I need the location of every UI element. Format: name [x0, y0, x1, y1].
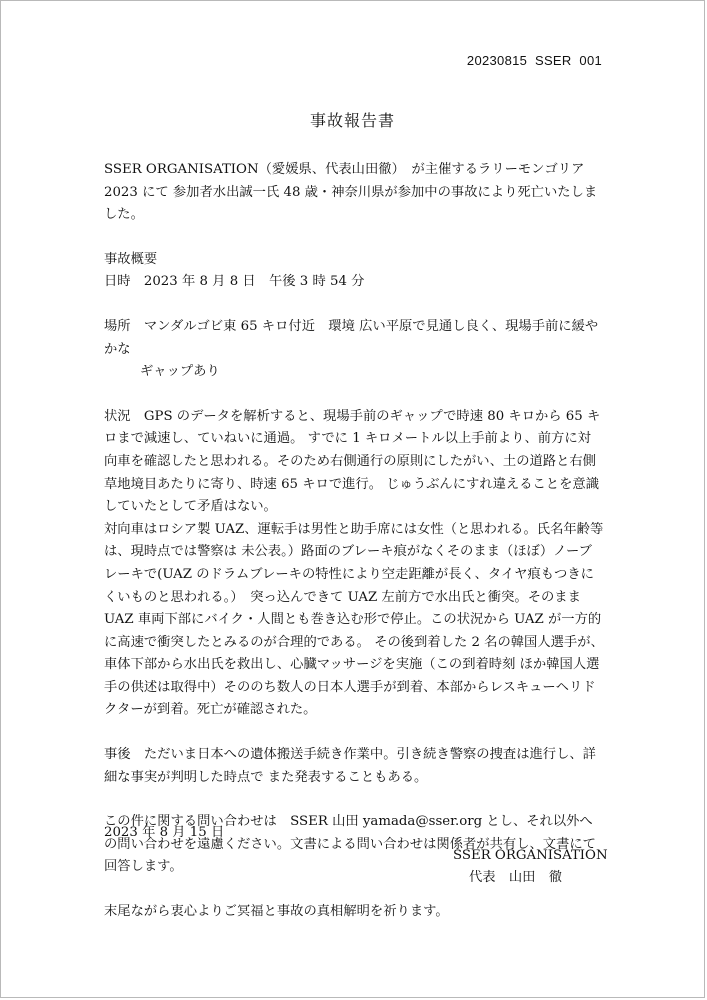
intro-paragraph: SSER ORGANISATION（愛媛県、代表山田徹） が主催するラリーモンゴリア 2023 にて 参加者水出誠一氏 48 歳・神奈川県が参加中の事故により死亡いたしました。: [104, 162, 598, 223]
aftermath-paragraph: 事後 ただいま日本への遺体搬送手続き作業中。引き続き警察の捜査は進行し、詳細な事実が判明した時点で また発表することもある。: [104, 747, 596, 785]
situation-paragraph-continued: 対向車はロシア製 UAZ、運転手は男性と助手席には女性（と思われる。氏名年齢等は、現時点では警察は 未公表。）路面のブレーキ痕がなくそのまま（ほぼ）ノーブレーキで(UAZ のドラムブレーキの特性により空走距離が長く、タイヤ痕もつきにくいものと思われる。） 突っ込んできて UAZ 左前方で水出氏と衝突。そのまま UAZ 車両下部にバイク・人間とも巻き込む形で停止。この状況から UAZ が一方的に高速で衝突したとみるのが合理的である。 その後到着した 2 名の韓国人選手が、車体下部から水出氏を救出し、心臓マッサージを実施（この到着時刻 ほか韓国人選手の供述は取得中）そののち数人の日本人選手が到着、本部からレスキューヘリドクターが到着。死亡が確認された。: [104, 521, 604, 718]
document-body: [104, 159, 604, 924]
datetime-line: 日時 2023 年 8 月 8 日 午後 3 時 54 分: [104, 274, 365, 290]
signature-representative: 代表 山田 徹: [469, 870, 563, 885]
situation-paragraph: 状況 GPS のデータを解析すると、現場手前のギャップで時速 80 キロから 65 キロまで減速し、ていねいに通過。 すでに 1 キロメートル以上手前より、前方に対向車を確認したと思われる。そのため右側通行の原則にしたがい、土の道路と右側草地境目あたりに寄り、時速 65 キロで進行。 じゅうぶんにすれ違えることを意識していたとして矛盾はない。: [104, 408, 601, 515]
issue-date: 2023 年 8 月 15 日: [104, 825, 225, 840]
contact-paragraph: この件に関する問い合わせは SSER 山田 yamada@sser.org とし、それ以外への問い合わせを遠慮ください。文書による問い合わせは関係者が共有し、文書にて回答します。: [104, 814, 596, 875]
location-line-continued: ギャップあり: [140, 364, 220, 380]
document-id: 20230815 SSER 001: [466, 53, 602, 68]
document-title: 事故報告書: [309, 111, 395, 130]
summary-heading: 事故概要: [104, 251, 158, 267]
closing-line: 末尾ながら衷心よりご冥福と事故の真相解明を祈ります。: [104, 904, 449, 920]
signature-organisation: SSER ORGANISATION: [453, 848, 608, 863]
location-line: 場所 マンダルゴビ東 65 キロ付近 環境 広い平原で見通し良く、現場手前に緩やかな: [104, 318, 599, 357]
